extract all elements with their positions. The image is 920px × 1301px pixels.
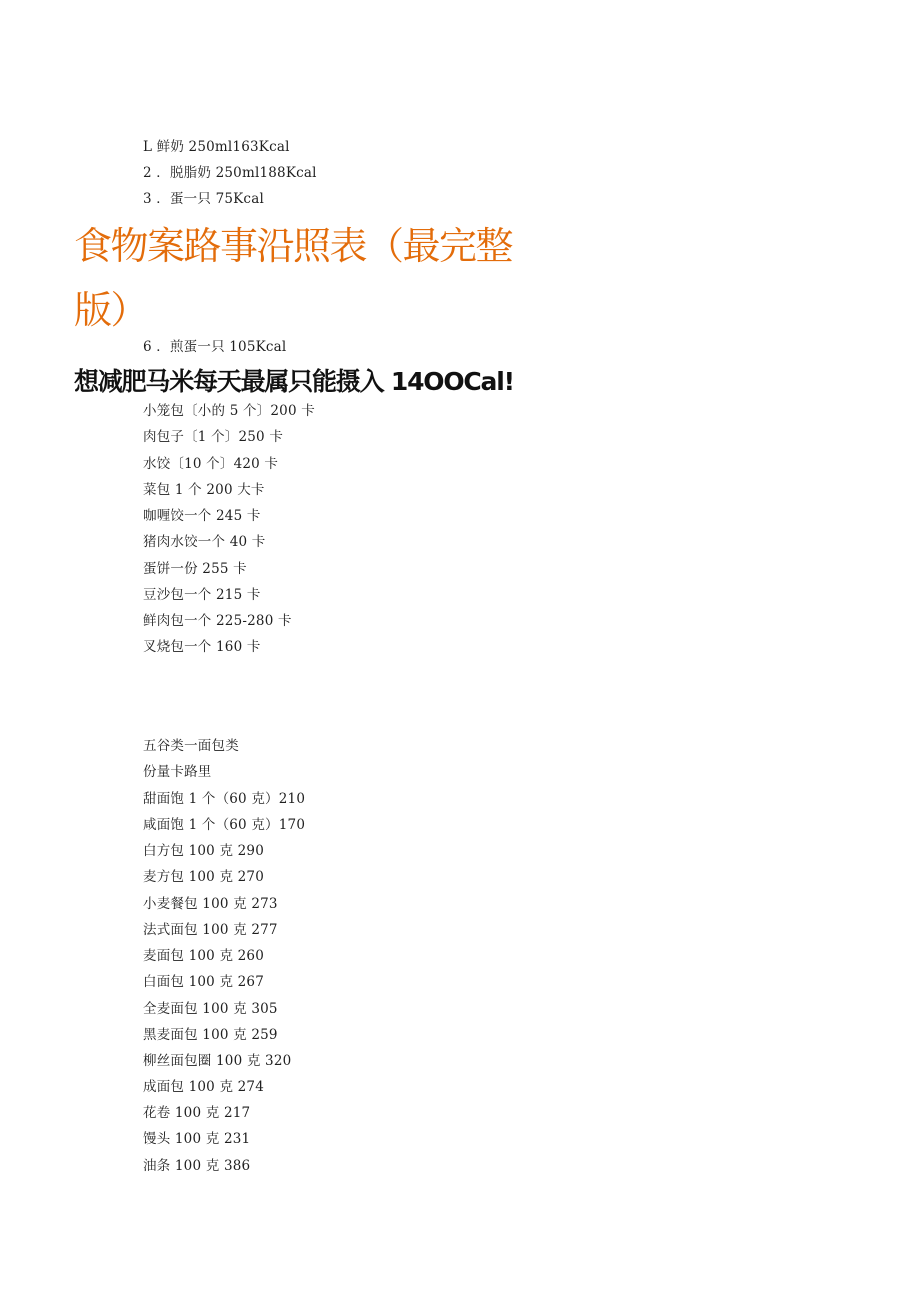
snack-line-8: 豆沙包一个 215 卡 — [143, 587, 261, 603]
intro-line-milk: L 鲜奶 250ml163Kcal — [143, 139, 290, 155]
grain-line-16: 馒头 100 克 231 — [143, 1131, 251, 1147]
grain-line-4: 咸面饱 1 个（60 克）170 — [143, 817, 306, 833]
snack-line-6: 猪肉水饺一个 40 卡 — [143, 534, 266, 550]
snack-line-2: 肉包子〔1 个〕250 卡 — [143, 429, 284, 445]
grain-line-9: 麦面包 100 克 260 — [143, 948, 265, 964]
page-title-line-1: 食物案路事沿照表（最完整 — [74, 224, 513, 268]
grain-line-7: 小麦餐包 100 克 273 — [143, 896, 278, 912]
grain-line-13: 柳丝面包圈 100 克 320 — [143, 1053, 292, 1069]
snack-line-4: 菜包 1 个 200 大卡 — [143, 482, 265, 498]
fried-egg-line: 6 ．煎蛋一只 105Kcal — [143, 339, 287, 355]
grain-line-15: 花卷 100 克 217 — [143, 1105, 251, 1121]
grain-line-3: 甜面饱 1 个（60 克）210 — [143, 791, 306, 807]
grain-line-8: 法式面包 100 克 277 — [143, 922, 278, 938]
grain-line-1: 五谷类一面包类 — [143, 738, 239, 754]
intro-line-skim-milk: 2 ．脱脂奶 250ml188Kcal — [143, 165, 317, 181]
snack-line-5: 咖喱饺一个 245 卡 — [143, 508, 261, 524]
page-title-line-2: 版） — [74, 288, 148, 332]
grain-line-17: 油条 100 克 386 — [143, 1158, 251, 1174]
snack-line-3: 水饺〔10 个〕420 卡 — [143, 456, 279, 472]
snack-line-7: 蛋饼一份 255 卡 — [143, 561, 247, 577]
grain-line-6: 麦方包 100 克 270 — [143, 869, 265, 885]
snack-line-1: 小笼包〔小的 5 个〕200 卡 — [143, 403, 315, 419]
intro-line-egg: 3 ．蛋一只 75Kcal — [143, 191, 264, 207]
subtitle: 想减肥马米每天最属只能摄入 14OOCal! — [74, 367, 514, 396]
snack-line-9: 鲜肉包一个 225-280 卡 — [143, 613, 292, 629]
grain-line-11: 全麦面包 100 克 305 — [143, 1001, 278, 1017]
grain-line-12: 黑麦面包 100 克 259 — [143, 1027, 278, 1043]
snack-line-10: 叉烧包一个 160 卡 — [143, 639, 261, 655]
grain-line-14: 成面包 100 克 274 — [143, 1079, 265, 1095]
grain-line-2: 份量卡路里 — [143, 764, 212, 780]
grain-line-5: 白方包 100 克 290 — [143, 843, 265, 859]
grain-line-10: 白面包 100 克 267 — [143, 974, 265, 990]
